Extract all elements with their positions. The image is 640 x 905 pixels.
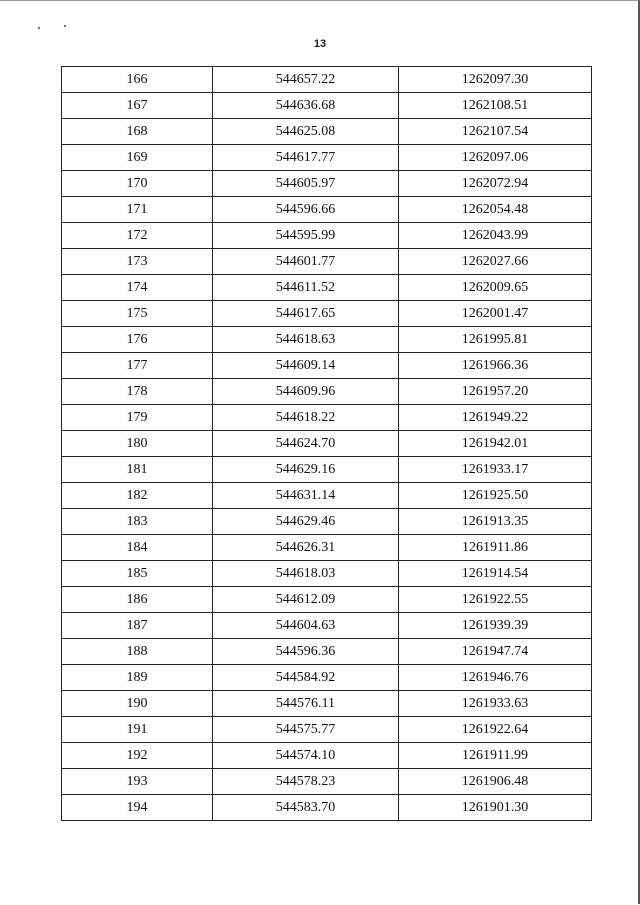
y-coordinate-cell: 1261911.86: [399, 535, 592, 561]
point-number-cell: 186: [62, 587, 213, 613]
table-row: [62, 587, 592, 613]
page-number: 13: [313, 38, 327, 50]
y-coordinate-cell: 1261901.30: [399, 795, 592, 821]
table-row: [62, 171, 592, 197]
y-coordinate-cell: 1261939.39: [399, 613, 592, 639]
y-coordinate-cell: 1261925.50: [399, 483, 592, 509]
x-coordinate-cell: 544618.03: [213, 561, 399, 587]
y-coordinate-cell: 1261995.81: [399, 327, 592, 353]
x-coordinate-cell: 544596.66: [213, 197, 399, 223]
x-coordinate-cell: 544609.96: [213, 379, 399, 405]
point-number-cell: 185: [62, 561, 213, 587]
table-row: [62, 197, 592, 223]
y-coordinate-cell: 1261913.35: [399, 509, 592, 535]
table-row: [62, 431, 592, 457]
point-number-cell: 192: [62, 743, 213, 769]
x-coordinate-cell: 544618.22: [213, 405, 399, 431]
x-coordinate-cell: 544617.77: [213, 145, 399, 171]
point-number-cell: 173: [62, 249, 213, 275]
point-number-cell: 191: [62, 717, 213, 743]
table-row: [62, 613, 592, 639]
y-coordinate-cell: 1262001.47: [399, 301, 592, 327]
table-row: [62, 93, 592, 119]
point-number-cell: 193: [62, 769, 213, 795]
y-coordinate-cell: 1262097.30: [399, 67, 592, 93]
y-coordinate-cell: 1261942.01: [399, 431, 592, 457]
table-row: [62, 743, 592, 769]
x-coordinate-cell: 544601.77: [213, 249, 399, 275]
y-coordinate-cell: 1261911.99: [399, 743, 592, 769]
table-row: [62, 795, 592, 821]
y-coordinate-cell: 1261906.48: [399, 769, 592, 795]
point-number-cell: 184: [62, 535, 213, 561]
table-row: [62, 561, 592, 587]
point-number-cell: 168: [62, 119, 213, 145]
point-number-cell: 167: [62, 93, 213, 119]
x-coordinate-cell: 544584.92: [213, 665, 399, 691]
point-number-cell: 187: [62, 613, 213, 639]
point-number-cell: 175: [62, 301, 213, 327]
point-number-cell: 190: [62, 691, 213, 717]
coordinates-table-body: [62, 67, 592, 821]
table-row: [62, 769, 592, 795]
table-row: [62, 275, 592, 301]
y-coordinate-cell: 1262107.54: [399, 119, 592, 145]
point-number-cell: 179: [62, 405, 213, 431]
point-number-cell: 194: [62, 795, 213, 821]
table-row: [62, 665, 592, 691]
point-number-cell: 171: [62, 197, 213, 223]
x-coordinate-cell: 544576.11: [213, 691, 399, 717]
table-row: [62, 535, 592, 561]
x-coordinate-cell: 544609.14: [213, 353, 399, 379]
table-row: [62, 145, 592, 171]
table-row: [62, 457, 592, 483]
x-coordinate-cell: 544596.36: [213, 639, 399, 665]
y-coordinate-cell: 1262072.94: [399, 171, 592, 197]
table-row: [62, 301, 592, 327]
point-number-cell: 172: [62, 223, 213, 249]
scan-speck: [64, 25, 66, 27]
x-coordinate-cell: 544626.31: [213, 535, 399, 561]
point-number-cell: 189: [62, 665, 213, 691]
point-number-cell: 176: [62, 327, 213, 353]
table-row: [62, 639, 592, 665]
x-coordinate-cell: 544605.97: [213, 171, 399, 197]
y-coordinate-cell: 1262054.48: [399, 197, 592, 223]
y-coordinate-cell: 1261946.76: [399, 665, 592, 691]
point-number-cell: 183: [62, 509, 213, 535]
table-row: [62, 717, 592, 743]
y-coordinate-cell: 1262108.51: [399, 93, 592, 119]
y-coordinate-cell: 1261947.74: [399, 639, 592, 665]
x-coordinate-cell: 544636.68: [213, 93, 399, 119]
x-coordinate-cell: 544595.99: [213, 223, 399, 249]
y-coordinate-cell: 1261933.17: [399, 457, 592, 483]
coordinates-table: [61, 66, 592, 821]
y-coordinate-cell: 1261922.55: [399, 587, 592, 613]
y-coordinate-cell: 1261966.36: [399, 353, 592, 379]
x-coordinate-cell: 544612.09: [213, 587, 399, 613]
point-number-cell: 182: [62, 483, 213, 509]
table-row: [62, 223, 592, 249]
table-row: [62, 353, 592, 379]
table-row: [62, 691, 592, 717]
y-coordinate-cell: 1262097.06: [399, 145, 592, 171]
x-coordinate-cell: 544604.63: [213, 613, 399, 639]
y-coordinate-cell: 1261957.20: [399, 379, 592, 405]
x-coordinate-cell: 544625.08: [213, 119, 399, 145]
x-coordinate-cell: 544618.63: [213, 327, 399, 353]
table-row: [62, 67, 592, 93]
table-row: [62, 405, 592, 431]
table-row: [62, 483, 592, 509]
x-coordinate-cell: 544629.46: [213, 509, 399, 535]
point-number-cell: 188: [62, 639, 213, 665]
point-number-cell: 166: [62, 67, 213, 93]
table-row: [62, 327, 592, 353]
x-coordinate-cell: 544583.70: [213, 795, 399, 821]
y-coordinate-cell: 1262043.99: [399, 223, 592, 249]
table-row: [62, 379, 592, 405]
table-row: [62, 509, 592, 535]
x-coordinate-cell: 544578.23: [213, 769, 399, 795]
x-coordinate-cell: 544611.52: [213, 275, 399, 301]
table-row: [62, 119, 592, 145]
table-row: [62, 249, 592, 275]
x-coordinate-cell: 544629.16: [213, 457, 399, 483]
scan-speck: [38, 27, 40, 29]
point-number-cell: 178: [62, 379, 213, 405]
y-coordinate-cell: 1261914.54: [399, 561, 592, 587]
x-coordinate-cell: 544617.65: [213, 301, 399, 327]
y-coordinate-cell: 1261949.22: [399, 405, 592, 431]
y-coordinate-cell: 1262009.65: [399, 275, 592, 301]
y-coordinate-cell: 1262027.66: [399, 249, 592, 275]
point-number-cell: 177: [62, 353, 213, 379]
x-coordinate-cell: 544657.22: [213, 67, 399, 93]
point-number-cell: 174: [62, 275, 213, 301]
point-number-cell: 169: [62, 145, 213, 171]
point-number-cell: 180: [62, 431, 213, 457]
y-coordinate-cell: 1261922.64: [399, 717, 592, 743]
x-coordinate-cell: 544624.70: [213, 431, 399, 457]
x-coordinate-cell: 544631.14: [213, 483, 399, 509]
x-coordinate-cell: 544574.10: [213, 743, 399, 769]
y-coordinate-cell: 1261933.63: [399, 691, 592, 717]
point-number-cell: 170: [62, 171, 213, 197]
point-number-cell: 181: [62, 457, 213, 483]
x-coordinate-cell: 544575.77: [213, 717, 399, 743]
